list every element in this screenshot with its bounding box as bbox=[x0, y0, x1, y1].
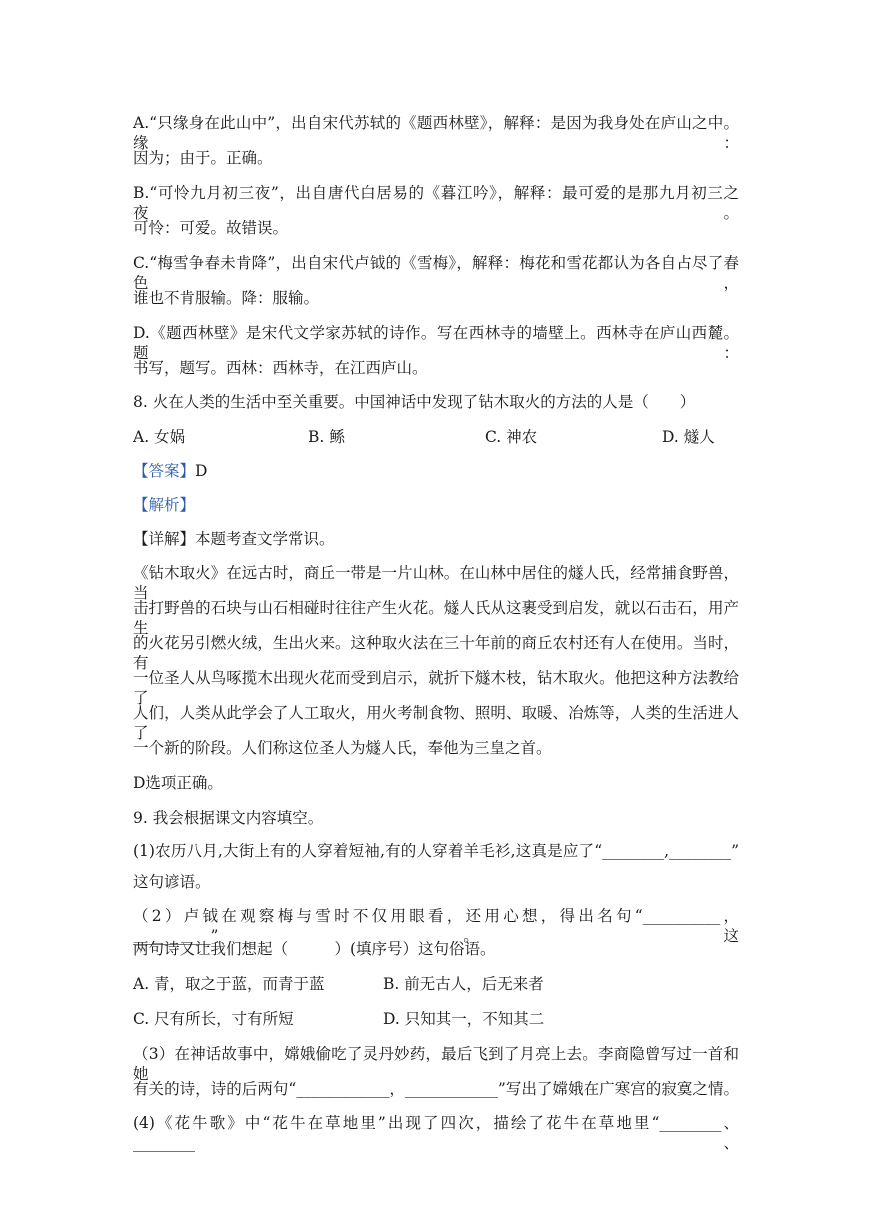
q8-option-c: C. 神农 bbox=[485, 428, 538, 446]
q8-option-b: B. 鲧 bbox=[308, 428, 345, 446]
q9-part2-line1: （2）卢钺在观察梅与雪时不仅用眼看，还用心想，得出名句“__________，__________”。这 bbox=[133, 907, 739, 945]
q8-option-d: D. 燧人 bbox=[662, 428, 715, 446]
q7-option-c-line1: C.“梅雪争春未肯降”，出自宋代卢钺的《雪梅》，解释：梅花和雪花都认为各自占尽了春色， bbox=[133, 254, 739, 292]
analysis-tag: 【解析】 bbox=[133, 496, 196, 514]
q7-option-a-line2: 因为；由于。正确。 bbox=[133, 149, 273, 167]
q9-part1-line2: 这句谚语。 bbox=[133, 873, 211, 891]
q8-stem: 8. 火在人类的生活中至关重要。中国神话中发现了钻木取火的方法的人是（ ） bbox=[133, 393, 696, 411]
q7-option-b-line1: B.“可怜九月初三夜”，出自唐代白居易的《暮江吟》，解释：最可爱的是那九月初三之夜。 bbox=[133, 184, 739, 222]
q9-part3-line2: 有关的诗，诗的后两句“____________，____________”写出了嫦娥在广寒宫的寂寞之情。 bbox=[133, 1080, 739, 1098]
q9-options-row1 bbox=[133, 974, 739, 994]
q9-part4-line1: (4)《花牛歌》中“花牛在草地里”出现了四次，描绘了花牛在草地里“________、________、 bbox=[133, 1114, 739, 1152]
q8-paragraph-line4: 一位圣人从鸟啄揽木出现火花而受到启示，就折下燧木枝，钻木取火。他把这种方法教给了 bbox=[133, 669, 739, 707]
q8-paragraph-line2: 击打野兽的石块与山石相碰时往往产生火花。燧人氏从这裹受到启发，就以石击石，用产生 bbox=[133, 599, 739, 637]
q9-option-c: C. 尺有所长，寸有所短 bbox=[133, 1010, 294, 1028]
detail-heading: 【详解】本题考查文学常识。 bbox=[133, 530, 335, 548]
q7-option-d-line2: 书写，题写。西林：西林寺，在江西庐山。 bbox=[133, 359, 428, 377]
q9-stem: 9. 我会根据课文内容填空。 bbox=[133, 809, 324, 827]
q8-paragraph-line6: 一个新的阶段。人们称这位圣人为燧人氏，奉他为三皇之首。 bbox=[133, 739, 552, 757]
q8-option-a: A. 女娲 bbox=[133, 428, 186, 446]
q8-answer bbox=[133, 461, 739, 481]
answer-tag: 【答案】 bbox=[133, 462, 196, 480]
q7-option-a-line1: A.“只缘身在此山中”，出自宋代苏轼的《题西林壁》，解释：是因为我身处在庐山之中。缘： bbox=[133, 114, 739, 152]
q8-paragraph-line3: 的火花另引燃火绒，生出火来。这种取火法在三十年前的商丘农村还有人在使用。当时，有 bbox=[133, 634, 739, 672]
answer-value: D bbox=[195, 462, 208, 480]
q9-part1-line1: (1)农历八月,大街上有的人穿着短袖,有的人穿着羊毛衫,这真是应了“________,________” bbox=[133, 842, 739, 860]
q8-paragraph-line5: 人们，人类从此学会了人工取火，用火考制食物、照明、取暖、冶炼等，人类的生活进人了 bbox=[133, 704, 739, 742]
q9-option-b: B. 前无古人，后无来者 bbox=[383, 975, 544, 993]
q9-part3-line1: （3）在神话故事中，嫦娥偷吃了灵丹妙药，最后飞到了月亮上去。李商隐曾写过一首和她 bbox=[133, 1045, 739, 1083]
q8-paragraph-line1: 《钻木取火》在远古时，商丘一带是一片山林。在山林中居住的燧人氏，经常捕食野兽，当 bbox=[133, 564, 739, 602]
q8-options bbox=[133, 427, 739, 447]
q8-conclusion: D选项正确。 bbox=[133, 774, 223, 792]
q9-options-row2 bbox=[133, 1009, 739, 1029]
q7-option-d-line1: D.《题西林壁》是宋代文学家苏轼的诗作。写在西林寺的墙壁上。西林寺在庐山西麓。题： bbox=[133, 324, 739, 362]
q9-option-d: D. 只知其一，不知其二 bbox=[383, 1010, 545, 1028]
q7-option-c-line2: 谁也不肯服输。降：服输。 bbox=[133, 289, 320, 307]
q9-part2-line2: 两句诗又让我们想起（ ）(填序号）这句俗语。 bbox=[133, 940, 496, 958]
q9-option-a: A. 青，取之于蓝，而青于蓝 bbox=[133, 975, 325, 993]
q7-option-b-line2: 可怜：可爱。故错误。 bbox=[133, 219, 289, 237]
